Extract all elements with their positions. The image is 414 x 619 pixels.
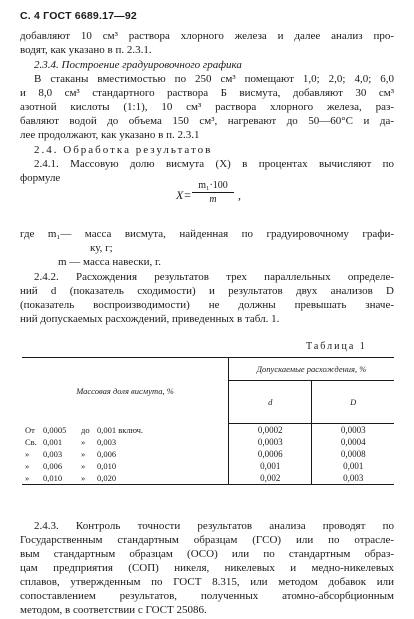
range-part: От: [25, 424, 35, 435]
text-line: где m₁— масса висмута, найденная по градуировочному графи-: [20, 228, 394, 240]
formula-denominator: m: [209, 194, 217, 205]
text-line: 2.4.2. Расхождения результатов трех параллельных определе-: [34, 271, 394, 283]
table-row: [22, 448, 394, 460]
table-row: [22, 460, 394, 472]
range-part: »: [25, 473, 30, 483]
range-part: »: [81, 437, 86, 447]
table-header-main: Массовая доля висмута, %: [22, 358, 229, 424]
range-part: »: [81, 473, 86, 483]
range-part: »: [25, 449, 30, 459]
range-part: 0,006: [43, 461, 63, 471]
value-cell-d: 0,001: [229, 460, 312, 472]
value-cell-d: 0,0002: [229, 424, 312, 437]
table-row: [22, 424, 394, 437]
text-line: (показатель воспроизводимости) не должны превышать значе-: [20, 299, 394, 311]
range-part: 0,020: [97, 473, 117, 483]
text-line: ний допускаемых расхождений, приведенных в табл. 1.: [20, 313, 280, 325]
text-line: и 8,0 см³ стандартного раствора Б висмута, добавляют 30 см³: [20, 87, 394, 99]
value-cell-D: 0,001: [312, 460, 394, 472]
table-row: [22, 472, 394, 485]
tolerance-table: [22, 357, 394, 485]
value-cell-d: 0,002: [229, 472, 312, 485]
text-line: формуле: [20, 172, 61, 184]
formula-lhs: X=: [176, 188, 192, 202]
value-cell-d: 0,0006: [229, 448, 312, 460]
value-cell-D: 0,003: [312, 472, 394, 485]
range-cell: [22, 424, 229, 437]
range-part: 0,0005: [43, 424, 67, 435]
text-line: бавляют водой до объема 150 см³, нагревают до 50—60°С и да-: [20, 115, 394, 127]
formula-fraction: [192, 180, 234, 205]
value-cell-D: 0,0004: [312, 436, 394, 448]
range-part: »: [25, 461, 30, 471]
range-cell: [22, 472, 229, 485]
value-cell-D: 0,0003: [312, 424, 394, 437]
text-line: методом, в соответствии с ГОСТ 25086.: [20, 604, 207, 616]
formula: [176, 180, 241, 205]
value-cell-d: 0,0003: [229, 436, 312, 448]
text-line: ний d (показатель сходимости) и результатов двух анализов D: [20, 285, 394, 297]
text-line: вым стандартным образцам (ОСО) или по стандартным образ-: [20, 548, 394, 560]
range-part: 0,003: [97, 437, 117, 447]
text-line: сопоставлением результатов, полученных атомно-абсорбционным: [20, 590, 394, 602]
section-title: 2.3.4. Построение градуировочного графика: [34, 59, 242, 71]
section-title: 2.4. Обработка результатов: [34, 144, 213, 156]
table-header-d: d: [229, 381, 312, 424]
range-part: 0,001: [43, 437, 63, 447]
range-part: »: [81, 461, 86, 471]
value-cell-D: 0,0008: [312, 448, 394, 460]
range-part: 0,001 включ.: [97, 424, 144, 435]
range-part: »: [81, 449, 86, 459]
text-line: m — масса навески, г.: [58, 256, 162, 268]
text-line: В стаканы вместимостью по 250 см³ помещают 1,0; 2,0; 4,0; 6,0: [34, 73, 394, 85]
text-line: лее продолжают, как указано в п. 2.3.1: [20, 129, 200, 141]
table-header-group: Допускаемые расхождения, %: [229, 358, 395, 381]
formula-tail: ,: [238, 188, 241, 202]
range-part: 0,010: [43, 473, 63, 483]
table-body: [22, 424, 394, 485]
table-caption: Таблица 1: [306, 341, 367, 352]
text-line: цам предприятия (СОП) никеля, никелевых и медно-никелевых: [20, 562, 394, 574]
range-part: до: [81, 424, 90, 435]
range-cell: [22, 448, 229, 460]
text-line: Государственным стандартным образцам (ГСО) или по отрасле-: [20, 534, 394, 546]
text-line: 2.4.1. Массовую долю висмута (X) в процентах вычисляют по: [34, 158, 394, 170]
text-line: водят, как указано в п. 2.3.1.: [20, 44, 152, 56]
range-cell: [22, 436, 229, 448]
range-cell: [22, 460, 229, 472]
text-line: добавляют 10 см³ раствора хлорного железа и далее анализ про-: [20, 30, 394, 42]
page-header: С. 4 ГОСТ 6689.17—92: [20, 10, 137, 22]
range-part: Св.: [25, 437, 37, 447]
text-line: ку, г;: [90, 242, 113, 254]
table-header-D: D: [312, 381, 394, 424]
text-line: азотной кислоты (1:1), 10 см³ раствора хлорного железа, раз-: [20, 101, 394, 113]
text-line: сплавов, утвержденным по ГОСТ 8.315, или методом добавок или: [20, 576, 394, 588]
range-part: 0,003: [43, 449, 63, 459]
formula-numerator: m₁·100: [192, 180, 234, 193]
text-line: 2.4.3. Контроль точности результатов анализа проводят по: [34, 520, 394, 532]
table-row: [22, 436, 394, 448]
range-part: 0,006: [97, 449, 117, 459]
range-part: 0,010: [97, 461, 117, 471]
